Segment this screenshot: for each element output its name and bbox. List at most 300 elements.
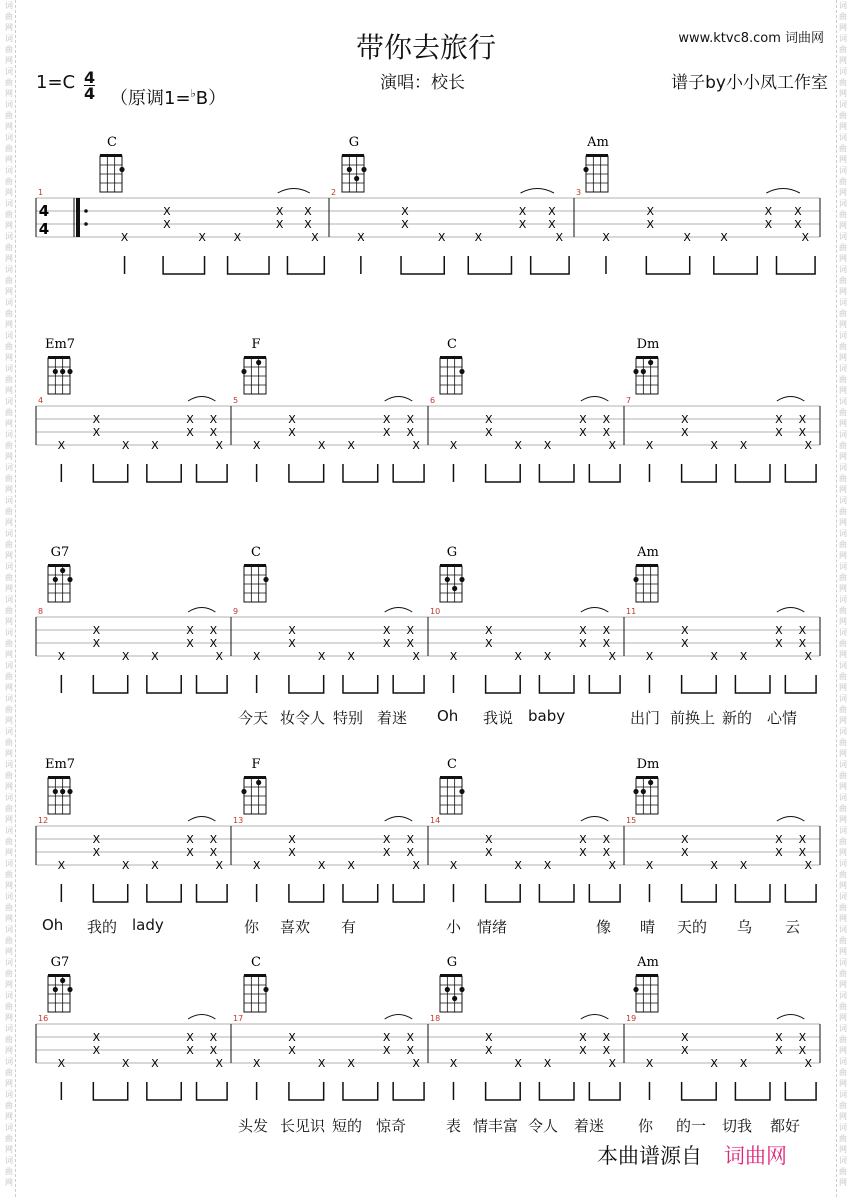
chord-name: F	[251, 757, 261, 772]
eighth-beam	[289, 675, 324, 693]
key-label: 1=C	[36, 72, 76, 93]
strum-mark: X	[680, 1044, 689, 1057]
strum-mark: X	[804, 650, 813, 663]
tie-arc	[385, 397, 413, 402]
measure-number: 15	[626, 816, 637, 825]
strum-mark: X	[739, 439, 748, 452]
chord-name: Dm	[636, 337, 660, 352]
strum-mark: X	[121, 1057, 130, 1070]
watermark-char: 词	[839, 859, 847, 868]
watermark-char: 曲	[5, 144, 13, 153]
watermark-char: 曲	[839, 771, 847, 780]
watermark-char: 词	[839, 1156, 847, 1165]
strum-mark: X	[215, 1057, 224, 1070]
eighth-beam	[539, 884, 574, 902]
measure-number: 6	[430, 396, 436, 405]
watermark-char: 词	[839, 1024, 847, 1033]
strum-mark: X	[317, 650, 326, 663]
tie-arc	[188, 1015, 215, 1020]
finger-dot	[67, 577, 72, 582]
strum-mark: X	[579, 1031, 587, 1044]
watermark-char: 曲	[5, 408, 13, 417]
lyric: 特别	[333, 709, 364, 727]
finger-dot	[633, 789, 638, 794]
time-signature-bottom: 4	[38, 220, 50, 238]
watermark-char: 词	[839, 364, 847, 373]
finger-dot	[361, 167, 366, 172]
watermark-char: 词	[839, 925, 847, 934]
strum-mark: X	[92, 426, 101, 439]
strum-mark: X	[710, 650, 718, 663]
watermark-char: 词	[839, 133, 847, 142]
watermark-char: 曲	[5, 1068, 13, 1077]
strum-mark: X	[233, 231, 242, 244]
watermark-char: 网	[5, 617, 13, 626]
eighth-beam	[393, 464, 424, 482]
eighth-beam	[343, 464, 378, 482]
chord-name: G	[446, 955, 458, 970]
strum-mark: X	[645, 439, 654, 452]
finger-dot	[263, 577, 268, 582]
watermark-char: 词	[5, 925, 13, 934]
watermark-char: 曲	[839, 474, 847, 483]
watermark-char: 曲	[839, 45, 847, 54]
watermark-char: 网	[5, 287, 13, 296]
watermark-char: 网	[839, 122, 847, 131]
finger-dot	[459, 369, 464, 374]
lyric: 前换上	[670, 709, 716, 727]
strum-mark: X	[186, 833, 194, 846]
site-url[interactable]: www.ktvc8.com 词曲网	[678, 31, 824, 46]
watermark-char: 曲	[839, 639, 847, 648]
watermark-char: 曲	[839, 540, 847, 549]
strum-mark: X	[602, 1031, 611, 1044]
watermark-char: 网	[5, 584, 13, 593]
watermark-char: 词	[5, 364, 13, 373]
strum-mark: X	[209, 1031, 218, 1044]
watermark-char: 网	[839, 1178, 847, 1187]
eighth-beam	[486, 464, 521, 482]
watermark-char: 曲	[5, 573, 13, 582]
watermark-char: 网	[5, 419, 13, 428]
strum-mark: X	[775, 413, 783, 426]
watermark-char: 网	[5, 89, 13, 98]
watermark-char: 词	[5, 958, 13, 967]
eighth-beam	[486, 675, 521, 693]
strum-mark: X	[92, 624, 101, 637]
eighth-beam	[289, 464, 324, 482]
watermark-char: 网	[5, 122, 13, 131]
watermark-char: 词	[5, 793, 13, 802]
watermark-char: 词	[5, 463, 13, 472]
strum-mark: X	[186, 846, 194, 859]
strum-mark: X	[645, 1057, 654, 1070]
watermark-char: 曲	[839, 342, 847, 351]
strum-mark: X	[317, 1057, 326, 1070]
watermark-char: 词	[5, 133, 13, 142]
eighth-beam	[682, 1082, 717, 1100]
original-key-prefix: （原调1=	[110, 88, 191, 109]
strum-mark: X	[683, 231, 691, 244]
lyric: 长见识	[280, 1117, 326, 1135]
strum-mark: X	[215, 859, 224, 872]
strum-mark: X	[543, 859, 552, 872]
eighth-beam	[197, 464, 228, 482]
strum-mark: X	[775, 1031, 783, 1044]
strum-mark: X	[406, 624, 415, 637]
strum-mark: X	[518, 205, 527, 218]
watermark-char: 曲	[5, 474, 13, 483]
strum-mark: X	[121, 650, 130, 663]
repeat-dot	[84, 209, 88, 213]
strum-mark: X	[798, 833, 807, 846]
measure-number: 2	[331, 188, 337, 197]
time-bottom: 4	[84, 84, 96, 103]
finger-dot	[347, 167, 352, 172]
watermark-char: 网	[5, 485, 13, 494]
strum-mark: X	[449, 439, 458, 452]
strum-mark: X	[151, 1057, 159, 1070]
strum-mark: X	[186, 426, 194, 439]
strum-mark: X	[186, 624, 194, 637]
strum-mark: X	[347, 439, 355, 452]
eighth-beam	[163, 256, 204, 274]
watermark-char: 词	[839, 826, 847, 835]
finger-dot	[445, 987, 450, 992]
watermark-char: 词	[5, 595, 13, 604]
watermark-char: 曲	[839, 738, 847, 747]
lyric: 喜欢	[280, 918, 311, 936]
watermark-char: 网	[839, 320, 847, 329]
watermark-char: 词	[839, 199, 847, 208]
lyric: 表	[446, 1117, 462, 1135]
measure-number: 11	[626, 607, 637, 616]
strum-mark: X	[151, 859, 159, 872]
eighth-beam	[197, 884, 228, 902]
eighth-beam	[147, 464, 181, 482]
strum-mark: X	[252, 859, 261, 872]
strum-mark: X	[275, 218, 284, 231]
transcriber-credit: 谱子by小小凤工作室	[671, 73, 828, 93]
watermark-char: 网	[839, 1046, 847, 1055]
strum-mark: X	[602, 637, 611, 650]
watermark-char: 词	[5, 661, 13, 670]
watermark-char: 网	[5, 1046, 13, 1055]
strum-mark: X	[406, 846, 415, 859]
strum-mark: X	[543, 439, 552, 452]
eighth-beam	[343, 675, 378, 693]
chord-name: G7	[50, 955, 70, 970]
eighth-beam	[393, 675, 424, 693]
watermark-char: 词	[839, 958, 847, 967]
watermark-char: 网	[839, 221, 847, 230]
strum-mark: X	[92, 1044, 101, 1057]
lyric: 有	[341, 918, 357, 936]
strum-mark: X	[602, 413, 611, 426]
strum-mark: X	[215, 439, 224, 452]
strum-mark: X	[720, 231, 728, 244]
strum-mark: X	[57, 1057, 66, 1070]
watermark-char: 曲	[5, 507, 13, 516]
tie-arc	[188, 608, 215, 613]
strum-mark: X	[602, 231, 610, 244]
watermark-char: 词	[839, 265, 847, 274]
tie-arc	[581, 817, 609, 822]
watermark-char: 网	[5, 914, 13, 923]
watermark-char: 网	[839, 815, 847, 824]
watermark-char: 词	[5, 430, 13, 439]
strum-mark: X	[406, 426, 415, 439]
strum-mark: X	[514, 1057, 522, 1070]
strum-mark: X	[288, 833, 296, 846]
watermark-char: 曲	[5, 111, 13, 120]
strum-mark: X	[382, 833, 391, 846]
watermark-char: 词	[5, 892, 13, 901]
watermark-char: 曲	[839, 705, 847, 714]
chord-name: G	[348, 135, 360, 150]
strum-mark: X	[602, 846, 611, 859]
lyric: 情丰富	[473, 1117, 519, 1135]
finger-dot	[633, 987, 638, 992]
strum-mark: X	[555, 231, 564, 244]
strum-mark: X	[288, 637, 296, 650]
lyric: 我说	[483, 709, 514, 727]
watermark-char: 曲	[5, 243, 13, 252]
strum-mark: X	[680, 833, 689, 846]
watermark-char: 曲	[5, 705, 13, 714]
watermark-char: 词	[839, 463, 847, 472]
eighth-beam	[393, 1082, 424, 1100]
strum-mark: X	[304, 218, 312, 231]
watermark-char: 网	[5, 749, 13, 758]
watermark-char: 网	[5, 353, 13, 362]
flat-sign: ♭	[190, 87, 196, 100]
watermark-char: 词	[839, 430, 847, 439]
eighth-beam	[589, 675, 620, 693]
watermark-char: 网	[839, 485, 847, 494]
lyric: 切我	[722, 1117, 753, 1135]
strum-mark: X	[288, 846, 296, 859]
watermark-char: 曲	[5, 771, 13, 780]
strum-mark: X	[209, 624, 218, 637]
strum-mark: X	[57, 439, 66, 452]
eighth-beam	[147, 675, 181, 693]
strum-mark: X	[798, 624, 807, 637]
chord-name: Am	[637, 545, 659, 560]
watermark-char: 网	[5, 155, 13, 164]
eighth-beam	[539, 1082, 574, 1100]
eighth-beam	[401, 256, 444, 274]
watermark-char: 网	[5, 386, 13, 395]
strum-mark: X	[775, 637, 783, 650]
watermark-char: 词	[5, 1156, 13, 1165]
tie-arc	[278, 189, 310, 194]
finger-dot	[633, 369, 638, 374]
watermark-char: 词	[839, 331, 847, 340]
watermark-char: 曲	[839, 606, 847, 615]
watermark-char: 曲	[5, 78, 13, 87]
finger-dot	[452, 996, 457, 1001]
strum-mark: X	[92, 413, 101, 426]
strum-mark: X	[382, 1031, 391, 1044]
strum-mark: X	[798, 1044, 807, 1057]
strum-mark: X	[579, 846, 587, 859]
lyric: 晴	[640, 918, 656, 936]
tie-arc	[777, 397, 805, 402]
chord-nut	[440, 356, 462, 359]
strum-mark: X	[484, 846, 493, 859]
original-key-note: B）	[195, 88, 227, 109]
watermark-char: 网	[5, 1079, 13, 1088]
strum-mark: X	[121, 439, 130, 452]
watermark-char: 曲	[5, 1134, 13, 1143]
chord-nut	[440, 564, 462, 567]
strum-mark: X	[252, 1057, 261, 1070]
finger-dot	[241, 789, 246, 794]
strum-mark: X	[798, 426, 807, 439]
watermark-char: 词	[5, 166, 13, 175]
watermark-char: 曲	[5, 1167, 13, 1176]
chord-nut	[244, 564, 266, 567]
time-top: 4	[84, 68, 96, 87]
watermark-char: 曲	[5, 738, 13, 747]
watermark-char: 网	[839, 1013, 847, 1022]
finger-dot	[459, 987, 464, 992]
watermark-char: 曲	[839, 375, 847, 384]
strum-mark: X	[579, 637, 587, 650]
strum-mark: X	[209, 426, 218, 439]
lyric: Oh	[42, 916, 64, 934]
strum-mark: X	[275, 205, 284, 218]
strum-mark: X	[57, 650, 66, 663]
watermark-char: 曲	[839, 111, 847, 120]
watermark-char: 网	[5, 452, 13, 461]
lyric: 妆令人	[280, 709, 326, 727]
strum-mark: X	[406, 1044, 415, 1057]
watermark-char: 网	[839, 1079, 847, 1088]
tab-system	[36, 955, 820, 1100]
watermark-char: 词	[5, 1024, 13, 1033]
strum-mark: X	[798, 1031, 807, 1044]
watermark-char: 网	[5, 551, 13, 560]
measure-number: 14	[430, 816, 441, 825]
finger-dot	[354, 176, 359, 181]
strum-mark: X	[209, 637, 218, 650]
lyric: 着迷	[377, 709, 408, 727]
source-footer	[597, 1140, 787, 1170]
watermark-char: 网	[839, 287, 847, 296]
eighth-beam	[93, 464, 127, 482]
strum-mark: X	[484, 833, 493, 846]
chord-nut	[244, 776, 266, 779]
footer-brand-link[interactable]: 词曲网	[724, 1144, 787, 1168]
strum-mark: X	[406, 1031, 415, 1044]
strum-mark: X	[764, 205, 773, 218]
footer-text: 本曲谱源自	[597, 1144, 702, 1168]
watermark-char: 网	[5, 188, 13, 197]
watermark-char: 网	[839, 452, 847, 461]
watermark-char: 曲	[5, 804, 13, 813]
strum-mark: X	[710, 1057, 718, 1070]
singer-credit: 演唱：校长	[380, 73, 465, 93]
strum-mark: X	[347, 1057, 355, 1070]
watermark-char: 网	[5, 56, 13, 65]
eighth-beam	[735, 464, 770, 482]
eighth-beam	[393, 884, 424, 902]
watermark-char: 网	[839, 881, 847, 890]
watermark-char: 网	[839, 419, 847, 428]
eighth-beam	[777, 256, 816, 274]
eighth-beam	[589, 464, 620, 482]
strum-mark: X	[775, 426, 783, 439]
eighth-beam	[735, 1082, 770, 1100]
strum-mark: X	[602, 426, 611, 439]
watermark-char: 网	[5, 980, 13, 989]
strum-mark: X	[347, 859, 355, 872]
strum-mark: X	[680, 426, 689, 439]
strum-mark: X	[764, 218, 773, 231]
watermark-char: 词	[839, 793, 847, 802]
watermark-char: 网	[839, 254, 847, 263]
strum-mark: X	[739, 859, 748, 872]
watermark-char: 词	[5, 232, 13, 241]
strum-mark: X	[288, 1044, 296, 1057]
watermark-char: 网	[5, 947, 13, 956]
watermark-char: 词	[5, 397, 13, 406]
watermark-char: 网	[839, 683, 847, 692]
watermark-char: 词	[839, 760, 847, 769]
strum-mark: X	[680, 846, 689, 859]
finger-dot	[648, 780, 653, 785]
watermark-char: 词	[839, 892, 847, 901]
watermark-char: 网	[5, 683, 13, 692]
watermark-char: 曲	[5, 1035, 13, 1044]
eighth-beam	[486, 884, 521, 902]
chord-nut	[636, 356, 658, 359]
chord-nut	[244, 356, 266, 359]
eighth-beam	[343, 1082, 378, 1100]
measure-number: 3	[576, 188, 582, 197]
finger-dot	[53, 577, 58, 582]
chord-name: Em7	[44, 337, 76, 352]
tie-arc	[521, 189, 554, 194]
tie-arc	[385, 608, 413, 613]
strum-mark: X	[215, 650, 224, 663]
watermark-char: 曲	[5, 639, 13, 648]
watermark-char: 网	[839, 1145, 847, 1154]
strum-mark: X	[579, 1044, 587, 1057]
strum-mark: X	[775, 1044, 783, 1057]
watermark-char: 曲	[839, 837, 847, 846]
strum-mark: X	[347, 650, 355, 663]
watermark-char: 网	[5, 1112, 13, 1121]
strum-mark: X	[449, 650, 458, 663]
strum-mark: X	[288, 1031, 296, 1044]
strum-mark: X	[412, 439, 420, 452]
watermark-char: 曲	[839, 1068, 847, 1077]
watermark-char: 网	[5, 848, 13, 857]
strum-mark: X	[121, 859, 130, 872]
eighth-beam	[197, 1082, 228, 1100]
watermark-char: 网	[5, 23, 13, 32]
watermark-char: 曲	[839, 870, 847, 879]
eighth-beam	[682, 464, 717, 482]
strum-mark: X	[680, 624, 689, 637]
watermark-char: 网	[5, 254, 13, 263]
watermark-char: 网	[839, 1112, 847, 1121]
lyric: 短的	[332, 1117, 363, 1135]
strum-mark: X	[579, 624, 587, 637]
